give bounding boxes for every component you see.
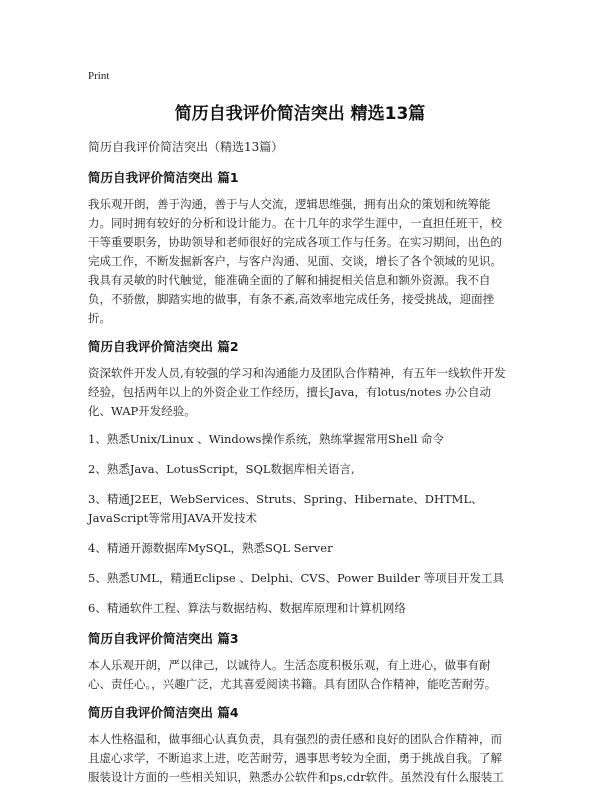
list-item: 6、精通软件工程、算法与数据结构、数据库原理和计算机网络 xyxy=(88,601,406,615)
list-item: 5、熟悉UML，精通Eclipse 、Delphi、CVS、Power Builder 等项目开发工具 xyxy=(88,571,504,585)
list-item: 4、精通开源数据库MySQL，熟悉SQL Server xyxy=(88,541,333,555)
list-item: 1、熟悉Unix/Linux 、Windows操作系统，熟练掌握常用Shell 命令 xyxy=(88,432,445,446)
section-heading: 简历自我评价简洁突出 篇2 xyxy=(88,339,239,354)
print-link[interactable]: Print xyxy=(88,70,110,82)
section-heading: 简历自我评价简洁突出 篇1 xyxy=(88,170,239,185)
section-3 xyxy=(88,629,512,694)
section-paragraph: 我乐观开朗，善于沟通，善于与人交流，逻辑思维强，拥有出众的策划和统筹能力。同时拥有较好的分析和设计能力。在十几年的求学生涯中，一直担任班干，校干等重要职务，协助领导和老师很好的完成各项工作与任务。在实习期间，出色的完成工作，不断发掘新客户，与客户沟通、见面、交谈，增长了各个领域的见识。我具有灵敏的时代触觉，能准确全面的了解和捕捉相关信息和额外资源。我不自负，不骄傲，脚踏实地的做事，有条不紊,高效率地完成任务，接受挑战，迎面挫折。 xyxy=(88,197,502,325)
section-4 xyxy=(88,703,512,787)
list-item: 2、熟悉Java、LotusScript，SQL数据库相关语言, xyxy=(88,462,355,476)
section-paragraph: 本人性格温和，做事细心认真负责，具有强烈的责任感和良好的团队合作精神，而且虚心求学，不断追求上进，吃苦耐劳，遇事思考较为全面，勇于挑战自我。了解服装设计方面的一些相关知识，熟悉办公软件和ps,cdr软件。虽然没有什么服装工 xyxy=(88,732,504,784)
section-1 xyxy=(88,168,512,328)
section-2 xyxy=(88,337,512,618)
section-paragraph: 本人乐观开朗，严以律己，以诚待人。生活态度积极乐观，有上进心，做事有耐心、责任心。，兴趣广泛，尤其喜爱阅读书籍。具有团队合作精神，能吃苦耐劳。 xyxy=(88,658,497,691)
section-heading: 简历自我评价简洁突出 篇4 xyxy=(88,705,239,720)
document-title: 简历自我评价简洁突出 精选13篇 xyxy=(174,104,426,124)
section-paragraph: 资深软件开发人员,有较强的学习和沟通能力及团队合作精神，有五年一线软件开发经验，包括两年以上的外资企业工作经历，擅长Java，有lotus/notes 办公自动化、WAP开发经验。 xyxy=(88,366,506,418)
list-item: 3、精通J2EE，WebServices、Struts、Spring、Hibernate、DHTML、JavaScript等常用JAVA开发技术 xyxy=(88,492,483,525)
document-subtitle: 简历自我评价简洁突出（精选13篇） xyxy=(88,140,284,154)
section-heading: 简历自我评价简洁突出 篇3 xyxy=(88,631,239,646)
